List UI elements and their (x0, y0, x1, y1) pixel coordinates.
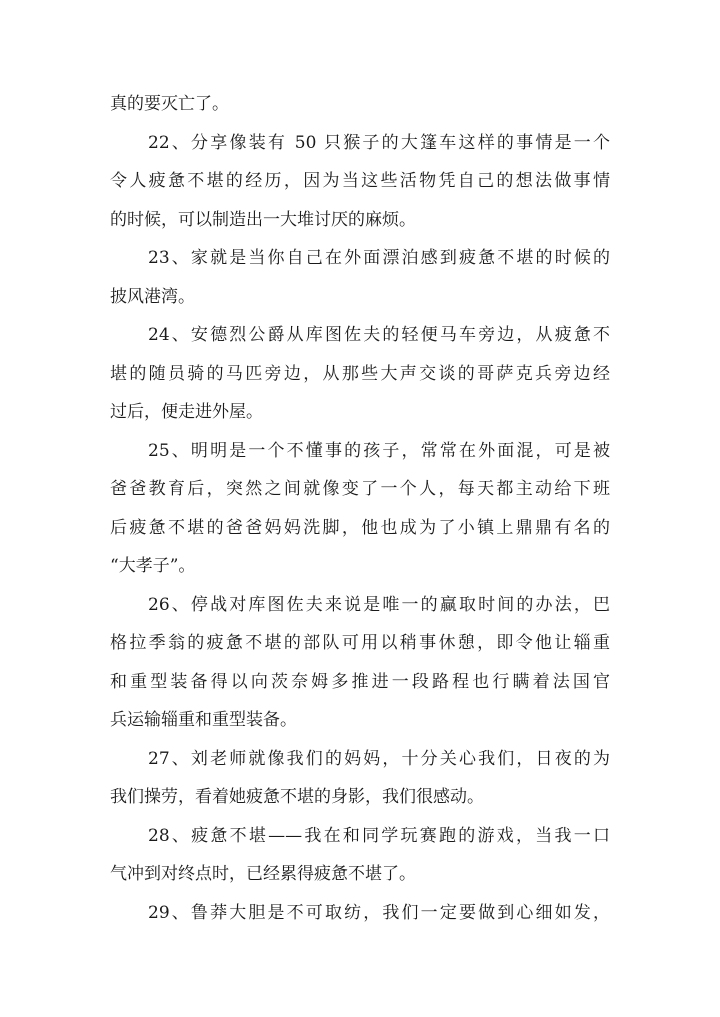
paragraph-line: 22、分享像装有 50 只猴子的大篷车这样的事情是一个 (148, 132, 610, 153)
paragraph-line: 的时候，可以制造出一大堆讨厌的麻烦。 (110, 209, 416, 230)
paragraph (110, 316, 610, 432)
paragraph-line: 27、刘老师就像我们的妈妈，十分关心我们，日夜的为 (148, 748, 610, 769)
paragraph-line: 堪的随员骑的马匹旁边，从那些大声交谈的哥萨克兵旁边经 (110, 363, 610, 384)
paragraph-line: 24、安德烈公爵从库图佐夫的轻便马车旁边，从疲惫不 (148, 325, 610, 345)
paragraph (110, 894, 610, 933)
paragraph-line: 29、鲁莽大胆是不可取纺，我们一定要做到心细如发， (148, 902, 610, 923)
paragraph-line: 爸爸教育后，突然之间就像变了一个人，每天都主动给下班 (110, 479, 610, 499)
paragraph-line: 格拉季翁的疲惫不堪的部队可用以稍事休憩，即令他让辎重 (110, 633, 610, 653)
paragraph-line: 我们操劳，看着她疲惫不堪的身影，我们很感动。 (110, 787, 484, 807)
paragraph (110, 85, 610, 124)
paragraph-line: 气冲到对终点时，已经累得疲惫不堪了。 (110, 864, 416, 884)
paragraph-line: 真的要灭亡了。 (110, 94, 229, 114)
paragraph-line: 兵运输辎重和重型装备。 (110, 710, 297, 730)
paragraph-line: 25、明明是一个不懂事的孩子，常常在外面混，可是被 (148, 440, 610, 461)
paragraph-line: 和重型装备得以向茨奈姆多推进一段路程也行瞒着法国官 (110, 671, 610, 692)
paragraph-line: “大孝子”。 (110, 556, 196, 576)
paragraph (110, 817, 610, 894)
paragraph (110, 124, 610, 240)
paragraph-line: 过后，便走进外屋。 (110, 402, 263, 422)
paragraph-line: 令人疲惫不堪的经历，因为当这些活物凭自己的想法做事情 (110, 171, 610, 191)
paragraph (110, 432, 610, 586)
document-body (110, 85, 610, 932)
paragraph (110, 239, 610, 316)
paragraph (110, 740, 610, 817)
paragraph-line: 26、停战对库图佐夫来说是唯一的赢取时间的办法，巴 (148, 594, 610, 615)
paragraph-line: 后疲惫不堪的爸爸妈妈洗脚，他也成为了小镇上鼎鼎有名的 (110, 517, 610, 538)
paragraph (110, 586, 610, 740)
paragraph-line: 28、疲惫不堪——我在和同学玩赛跑的游戏，当我一口 (148, 825, 610, 846)
paragraph-line: 披风港湾。 (110, 286, 195, 307)
paragraph-line: 23、家就是当你自己在外面漂泊感到疲惫不堪的时候的 (148, 248, 610, 268)
